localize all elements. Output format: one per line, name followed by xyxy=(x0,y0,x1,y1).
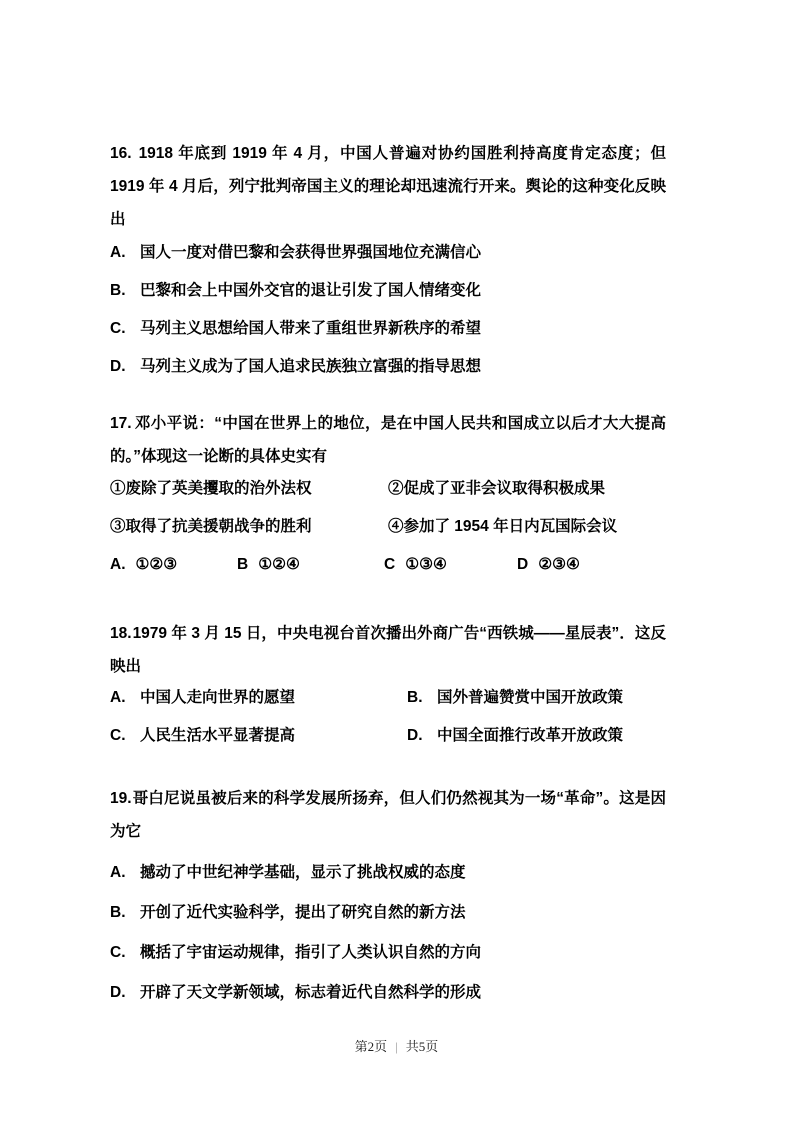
question-17-answer-c xyxy=(384,555,517,575)
question-17-answer-a xyxy=(110,555,237,575)
question-19-option-c xyxy=(110,943,666,963)
option-label: D. xyxy=(110,358,126,375)
question-19-option-d xyxy=(110,983,666,1003)
option-text: 巴黎和会上中国外交官的退让引发了国人情绪变化 xyxy=(140,282,482,299)
option-label: B. xyxy=(110,904,126,921)
question-18-option-a xyxy=(110,688,407,708)
question-18-option-d xyxy=(407,726,623,746)
answer-label: A. xyxy=(110,556,126,573)
option-text: 马列主义思想给国人带来了重组世界新秩序的希望 xyxy=(140,320,482,337)
question-18-number: 18. xyxy=(110,625,132,642)
option-label: A. xyxy=(110,689,126,706)
question-16-stem: 1918 年底到 1919 年 4 月，中国人普遍对协约国胜利持高度肯定态度；但 1919 年 4 月后，列宁批判帝国主义的理论却迅速流行开来。舆论的这种变化反映出 xyxy=(110,145,666,228)
question-17-number: 17. xyxy=(110,415,132,432)
answer-label: D xyxy=(517,556,529,573)
question-17-items-row-2 xyxy=(110,517,666,537)
option-label: A. xyxy=(110,864,126,881)
option-text: 开创了近代实验科学，提出了研究自然的新方法 xyxy=(140,904,466,921)
answer-text: ①③④ xyxy=(405,556,447,573)
question-18 xyxy=(110,617,666,746)
question-19-options xyxy=(110,863,666,1003)
option-text: 中国全面推行改革开放政策 xyxy=(437,727,624,744)
question-16-option-b xyxy=(110,281,666,301)
question-19-stem-line xyxy=(110,782,666,848)
question-18-options-row-2 xyxy=(110,726,666,746)
answer-text: ②③④ xyxy=(538,556,580,573)
option-text: 人民生活水平显著提高 xyxy=(140,727,296,744)
question-17-answer-d xyxy=(517,555,666,575)
question-19-option-b xyxy=(110,903,666,923)
page-total: 共5页 xyxy=(405,1039,439,1054)
question-17-items xyxy=(110,479,666,537)
option-label: C. xyxy=(110,944,126,961)
answer-label: B xyxy=(237,556,249,573)
option-label: A. xyxy=(110,244,126,261)
question-19-stem: 哥白尼说虽被后来的科学发展所扬弃，但人们仍然视其为一场“革命”。这是因为它 xyxy=(110,790,666,840)
question-19-number: 19. xyxy=(110,790,132,807)
question-17-item-4: ④参加了 1954 年日内瓦国际会议 xyxy=(388,518,618,535)
question-17-items-row-1 xyxy=(110,479,666,499)
question-17-answer-b xyxy=(237,555,384,575)
question-16-option-c xyxy=(110,319,666,339)
question-17-answers xyxy=(110,555,666,575)
question-19-option-a xyxy=(110,863,666,883)
page-footer xyxy=(0,1036,793,1055)
question-17 xyxy=(110,407,666,575)
answer-text: ①②④ xyxy=(258,556,300,573)
question-17-stem: 邓小平说：“中国在世界上的地位，是在中国人民共和国成立以后才大大提高的。”体现这一论断的具体史实有 xyxy=(110,415,666,465)
question-16-options xyxy=(110,243,666,377)
option-text: 撼动了中世纪神学基础，显示了挑战权威的态度 xyxy=(140,864,466,881)
question-18-stem: 1979 年 3 月 15 日，中央电视台首次播出外商广告“西铁城——星辰表”．这反映出 xyxy=(110,625,666,675)
question-16-option-a xyxy=(110,243,666,263)
option-label: C. xyxy=(110,727,126,744)
answer-text: ①②③ xyxy=(135,556,178,573)
option-label: D. xyxy=(110,984,126,1001)
option-label: B. xyxy=(407,689,423,706)
question-17-item-2: ②促成了亚非会议取得积极成果 xyxy=(388,480,606,497)
question-18-stem-line xyxy=(110,617,666,683)
question-16 xyxy=(110,137,666,377)
question-19 xyxy=(110,782,666,1003)
option-text: 开辟了天文学新领域，标志着近代自然科学的形成 xyxy=(140,984,482,1001)
option-label: B. xyxy=(110,282,126,299)
option-text: 国人一度对借巴黎和会获得世界强国地位充满信心 xyxy=(140,244,482,261)
question-16-number: 16. xyxy=(110,145,132,162)
question-17-stem-line xyxy=(110,407,666,473)
option-label: C. xyxy=(110,320,126,337)
option-text: 马列主义成为了国人追求民族独立富强的指导思想 xyxy=(140,358,482,375)
question-17-item-3: ③取得了抗美援朝战争的胜利 xyxy=(110,518,312,535)
exam-content xyxy=(110,137,666,1023)
question-18-options xyxy=(110,688,666,746)
answer-label: C xyxy=(384,556,396,573)
option-text: 概括了宇宙运动规律，指引了人类认识自然的方向 xyxy=(140,944,482,961)
question-16-option-d xyxy=(110,357,666,377)
question-18-options-row-1 xyxy=(110,688,666,708)
question-17-item-1: ①废除了英美攫取的治外法权 xyxy=(110,480,312,497)
option-text: 中国人走向世界的愿望 xyxy=(140,689,296,706)
question-18-option-c xyxy=(110,726,407,746)
option-text: 国外普遍赞赏中国开放政策 xyxy=(437,689,624,706)
question-18-option-b xyxy=(407,688,623,708)
page-number: 第2页 xyxy=(354,1039,388,1054)
page-separator: | xyxy=(395,1039,398,1054)
option-label: D. xyxy=(407,727,423,744)
question-16-stem-line xyxy=(110,137,666,236)
